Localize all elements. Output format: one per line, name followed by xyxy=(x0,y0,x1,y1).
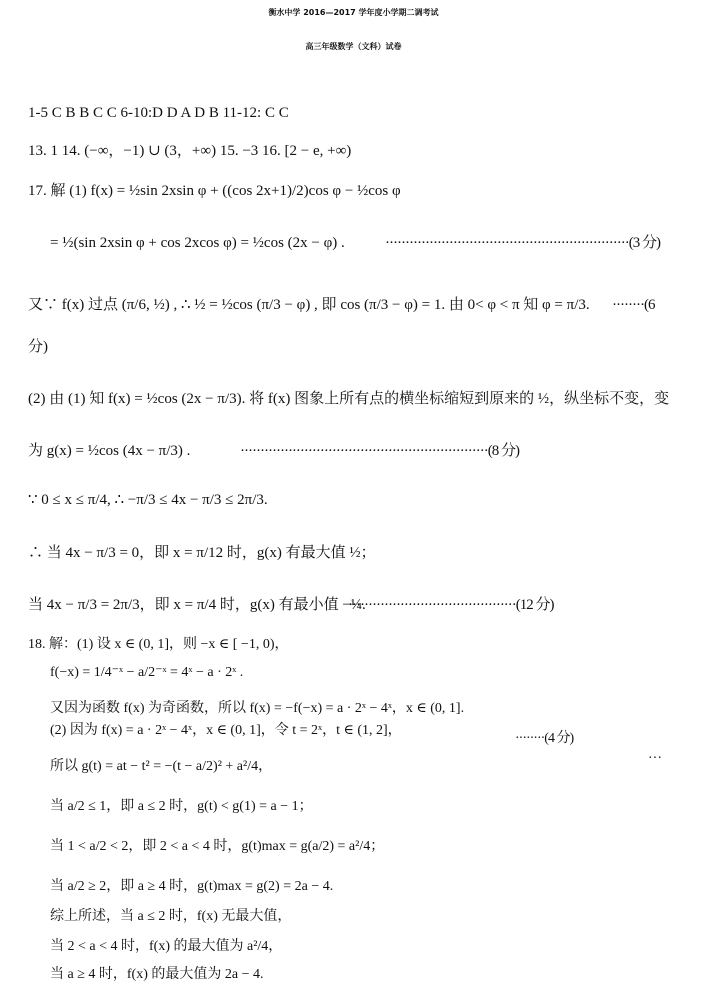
fill-in-answers: 13. 1 14. (−∞，−1) ∪ (3，+∞) 15. −3 16. [2 − e, +∞) xyxy=(28,143,352,159)
q17-score-3: ·····························································(3 分) xyxy=(385,235,660,251)
q18-line-1: 18. 解：(1) 设 x ∈ (0, 1]，则 −x ∈ [ −1, 0)， xyxy=(28,637,289,652)
choice-answers: 1-5 C B B C C 6-10:D D A D B 11-12: C C xyxy=(28,105,289,121)
q18-line-9: 综上所述，当 a ≤ 2 时，f(x) 无最大值， xyxy=(50,909,292,924)
q18-line-7: 当 1 < a/2 < 2，即 2 < a < 4 时，g(t)max = g(a/2) = a²/4； xyxy=(50,839,385,854)
q18-line-4: (2) 因为 f(x) = a · 2ˣ − 4ˣ，x ∈ (0, 1]，令 t = 2ˣ，t ∈ (1, 2]， xyxy=(50,723,402,738)
q17-line-2: = ½(sin 2xsin φ + cos 2xcos φ) = ½cos (2x − φ) . xyxy=(50,235,345,251)
q18-line-5: 所以 g(t) = at − t² = −(t − a/2)² + a²/4， xyxy=(50,759,273,774)
q18-ellipsis: ··· xyxy=(648,751,662,766)
q17-line-8: 当 4x − π/3 = 2π/3，即 x = π/4 时，g(x) 有最小值 −¼. xyxy=(28,597,366,613)
exam-subtitle: 高三年级数学（文科）试卷 xyxy=(305,42,402,51)
exam-title: 衡水中学 2016—2017 学年度小学期二调考试 xyxy=(268,8,439,17)
q17-line-1: 17. 解 (1) f(x) = ½sin 2xsin φ + ((cos 2x+1)/2)cos φ − ½cos φ xyxy=(28,183,401,199)
q17-line-3: 又∵ f(x) 过点 (π/6, ½) , ∴ ½ = ½cos (π/3 − φ) , 即 cos (π/3 − φ) = 1. 由 0< φ < π 知 φ = π/3. xyxy=(28,297,590,313)
q17-line-7: ∴ 当 4x − π/3 = 0，即 x = π/12 时，g(x) 有最大值 ½； xyxy=(28,545,376,561)
q18-line-10: 当 2 < a < 4 时，f(x) 的最大值为 a²/4， xyxy=(50,939,283,954)
q18-line-3: 又因为函数 f(x) 为奇函数，所以 f(x) = −f(−x) = a · 2ˣ − 4ˣ，x ∈ (0, 1]. xyxy=(50,701,465,716)
q18-line-2: f(−x) = 1/4⁻ˣ − a/2⁻ˣ = 4ˣ − a · 2ˣ . xyxy=(50,665,244,680)
q18-line-8: 当 a/2 ≥ 2，即 a ≥ 4 时，g(t)max = g(2) = 2a − 4. xyxy=(50,879,334,894)
q18-score-4: ········(4 分) xyxy=(515,731,574,746)
q18-line-6: 当 a/2 ≤ 1，即 a ≤ 2 时，g(t) < g(1) = a − 1； xyxy=(50,799,313,814)
q17-line-5: 为 g(x) = ½cos (4x − π/3) . xyxy=(28,443,191,459)
q17-score-6: ········(6 xyxy=(612,297,655,313)
q18-line-11: 当 a ≥ 4 时，f(x) 的最大值为 2a − 4. xyxy=(50,967,264,982)
q17-score-8: ······························································(8 分) xyxy=(240,443,519,459)
q17-score-12: ··········································(12 分) xyxy=(348,597,554,613)
q17-line-3-cont: 分) xyxy=(28,339,48,355)
q17-line-6: ∵ 0 ≤ x ≤ π/4, ∴ −π/3 ≤ 4x − π/3 ≤ 2π/3. xyxy=(28,492,268,508)
q17-line-4: (2) 由 (1) 知 f(x) = ½cos (2x − π/3). 将 f(x) 图象上所有点的横坐标缩短到原来的 ½，纵坐标不变，变 xyxy=(28,391,670,407)
